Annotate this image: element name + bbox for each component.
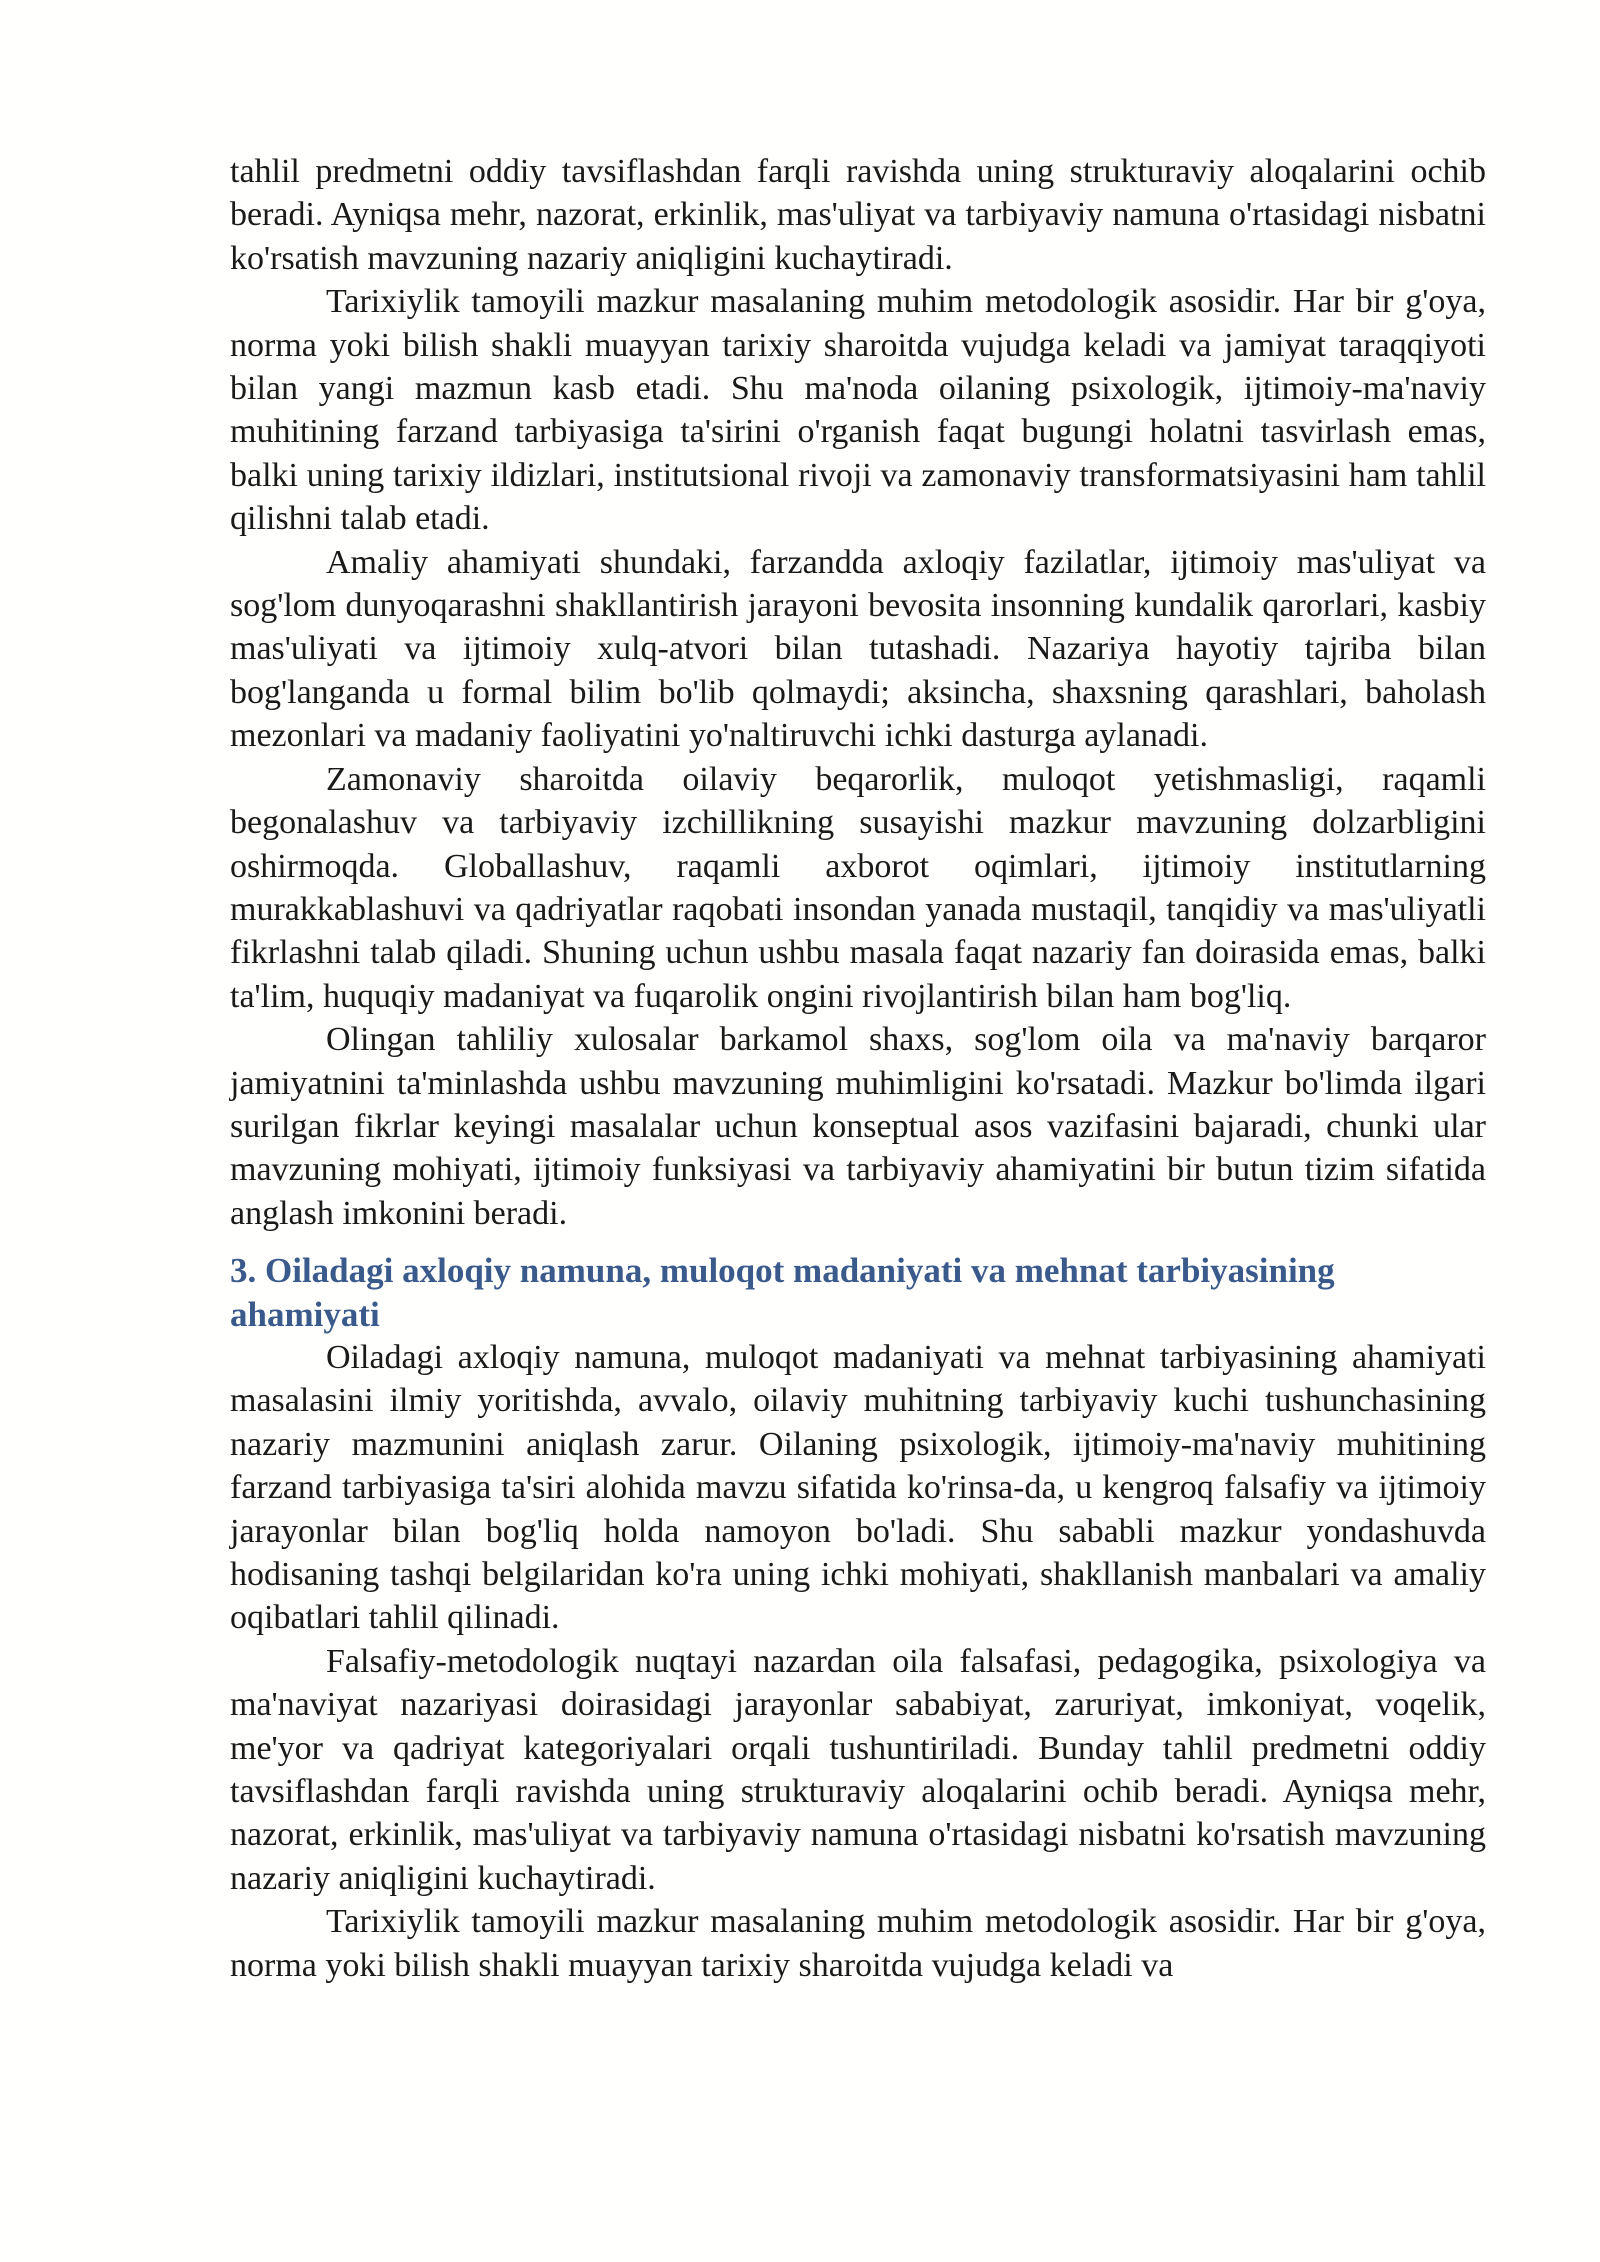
- section-heading: 3. Oiladagi axloqiy namuna, muloqot madaniyati va mehnat tarbiyasining ahamiyati: [230, 1251, 1335, 1334]
- paragraph: Zamonaviy sharoitda oilaviy beqarorlik, muloqot yetishmasligi, raqamli begonalashuv va tarbiyaviy izchillikning susayishi mazkur mavzuning dolzarbligini oshirmoqda. Globallashuv, raqamli axborot oqimlari, ijtimoiy institutlarning murakkablashuvi va qadriyatlar raqobati insondan yanada mustaqil, tanqidiy va mas'uliyatli fikrlashni talab qiladi. Shuning uchun ushbu masala faqat nazariy fan doirasida emas, balki ta'lim, huquqiy madaniyat va fuqarolik ongini rivojlantirish bilan ham bog'liq.: [230, 760, 1486, 1015]
- document-body: [230, 150, 1486, 1987]
- paragraph: Oiladagi axloqiy namuna, muloqot madaniyati va mehnat tarbiyasining ahamiyati masalasini ilmiy yoritishda, avvalo, oilaviy muhitning tarbiyaviy kuchi tushunchasining nazariy mazmunini aniqlash zarur. Oilaning psixologik, ijtimoiy-ma'naviy muhitining farzand tarbiyasiga ta'siri alohida mavzu sifatida ko'rinsa-da, u kengroq falsafiy va ijtimoiy jarayonlar bilan bog'liq holda namoyon bo'ladi. Shu sababli mazkur yondashuvda hodisaning tashqi belgilaridan ko'ra uning ichki mohiyati, shakllanish manbalari va amaliy oqibatlari tahlil qilinadi.: [230, 1338, 1486, 1637]
- paragraph: Tarixiylik tamoyili mazkur masalaning muhim metodologik asosidir. Har bir g'oya, norma yoki bilish shakli muayyan tarixiy sharoitda vujudga keladi va: [230, 1903, 1486, 1984]
- paragraph: Falsafiy-metodologik nuqtayi nazardan oila falsafasi, pedagogika, psixologiya va ma'naviyat nazariyasi doirasidagi jarayonlar sababiyat, zaruriyat, imkoniyat, voqelik, me'yor va qadriyat kategoriyalari orqali tushuntiriladi. Bunday tahlil predmetni oddiy tavsiflashdan farqli ravishda uning strukturaviy aloqalarini ochib beradi. Ayniqsa mehr, nazorat, erkinlik, mas'uliyat va tarbiyaviy namuna o'rtasidagi nisbatni ko'rsatish mavzuning nazariy aniqligini kuchaytiradi.: [230, 1642, 1486, 1897]
- paragraph: Amaliy ahamiyati shundaki, farzandda axloqiy fazilatlar, ijtimoiy mas'uliyat va sog'lom dunyoqarashni shakllantirish jarayoni bevosita insonning kundalik qarorlari, kasbiy mas'uliyati va ijtimoiy xulq-atvori bilan tutashadi. Nazariya hayotiy tajriba bilan bog'langanda u formal bilim bo'lib qolmaydi; aksincha, shaxsning qarashlari, baholash mezonlari va madaniy faoliyatini yo'naltiruvchi ichki dasturga aylanadi.: [230, 543, 1486, 755]
- paragraph: tahlil predmetni oddiy tavsiflashdan farqli ravishda uning strukturaviy aloqalarini ochib beradi. Ayniqsa mehr, nazorat, erkinlik, mas'uliyat va tarbiyaviy namuna o'rtasidagi nisbatni ko'rsatish mavzuning nazariy aniqligini kuchaytiradi.: [230, 153, 1486, 277]
- paragraph: Olingan tahliliy xulosalar barkamol shaxs, sog'lom oila va ma'naviy barqaror jamiyatnini ta'minlashda ushbu mavzuning muhimligini ko'rsatadi. Mazkur bo'limda ilgari surilgan fikrlar keyingi masalalar uchun konseptual asos vazifasini bajaradi, chunki ular mavzuning mohiyati, ijtimoiy funksiyasi va tarbiyaviy ahamiyatini bir butun tizim sifatida anglash imkonini beradi.: [230, 1021, 1486, 1232]
- paragraph: Tarixiylik tamoyili mazkur masalaning muhim metodologik asosidir. Har bir g'oya, norma yoki bilish shakli muayyan tarixiy sharoitda vujudga keladi va jamiyat taraqqiyoti bilan yangi mazmun kasb etadi. Shu ma'noda oilaning psixologik, ijtimoiy-ma'naviy muhitining farzand tarbiyasiga ta'sirini o'rganish faqat bugungi holatni tasvirlash emas, balki uning tarixiy ildizlari, institutsional rivoji va zamonaviy transformatsiyasini ham tahlil qilishni talab etadi.: [230, 283, 1486, 538]
